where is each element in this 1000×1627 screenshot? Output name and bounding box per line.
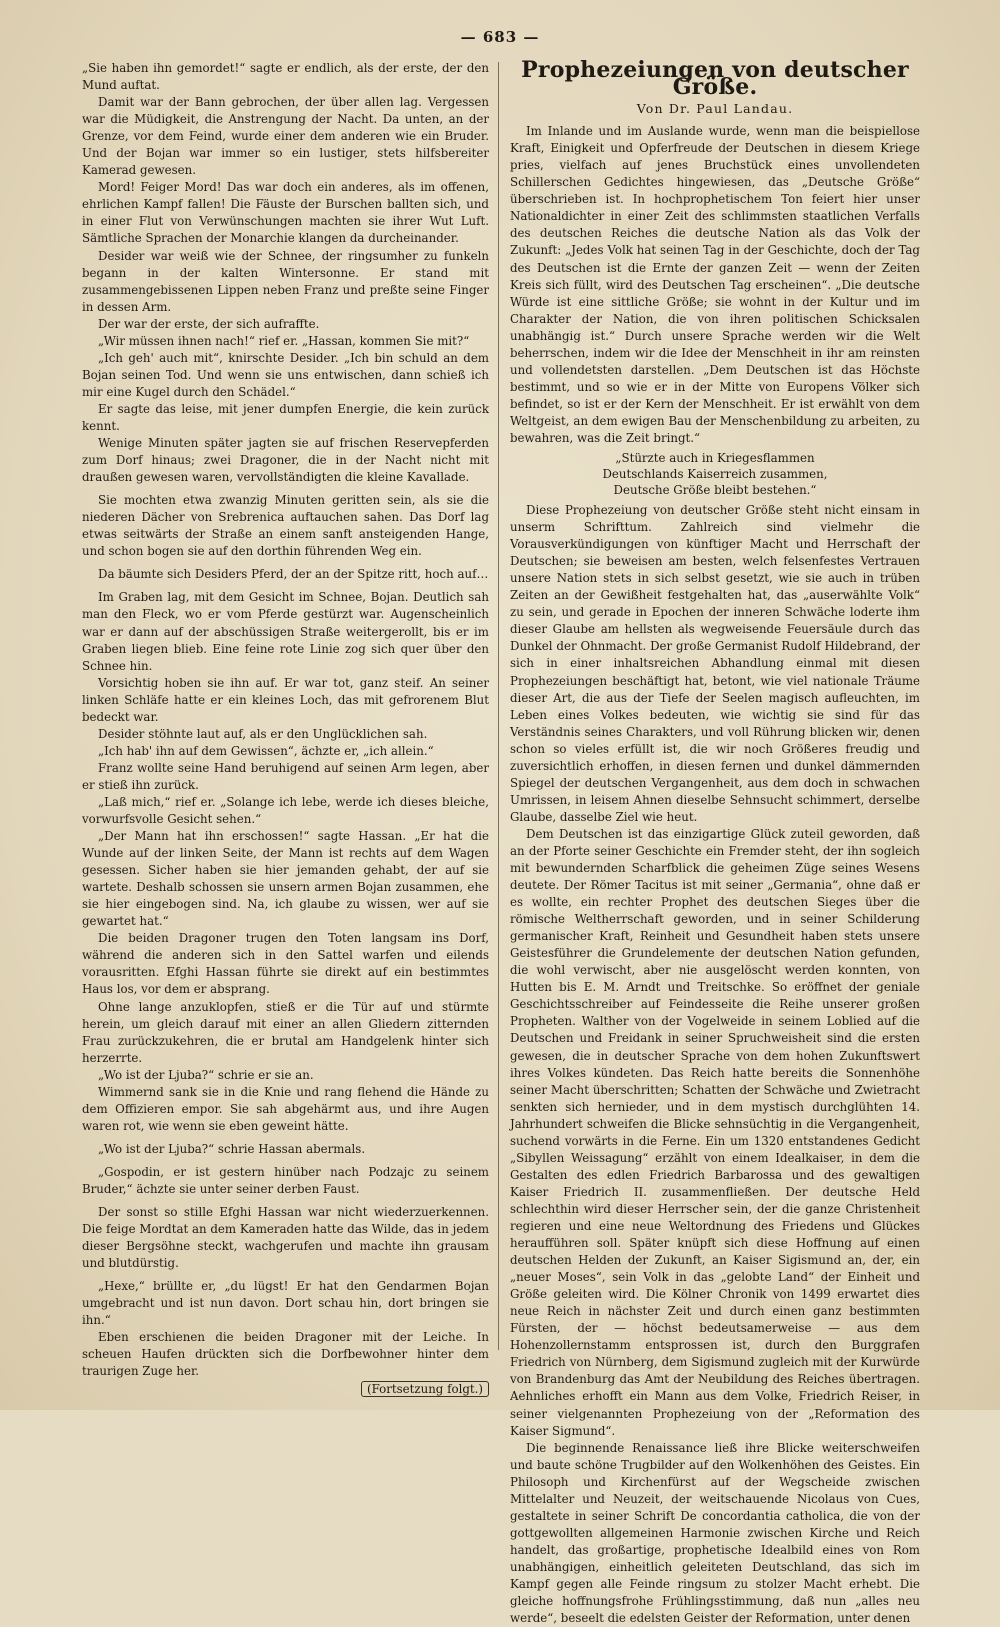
article-title: Prophezeiungen von deutscher Größe. [521,57,909,101]
article-paragraph: Die beginnende Renaissance ließ ihre Blicke weiterschweifen und baute schöne Trugbilder auf den Wolkenhöhen des Geistes. Ein Philosoph und Kirchenfürst auf der Wegscheide zwischen Mittelalter und Neuzeit, der weitschauende Nicolaus von Cues, gestaltete in seiner Schrift De concordantia catholica, die von der gottgewollten allgemeinen Harmonie zwischen Kirche und Reich handelt, das großartige, prophetische Idealbild eines von Rom unabhängigen, einheitlich geleiteten Deutschland, das sich im Kampf gegen alle Feinde ringsum zu stolzer Macht erhebt. Die gleiche hoffnungsfrohe Frühlingsstimmung, daß nun „alles neu werde“, beseelt die edelsten Geister der Reformation, unter denen [510,1440,920,1626]
story-paragraph: Der war der erste, der sich aufraffte. [98,316,320,331]
story-paragraph: Im Graben lag, mit dem Gesicht im Schnee, Bojan. Deutlich sah man den Fleck, wo er vom Pferde gestürzt war. Augenscheinlich war er dann auf der abschüssigen Straße weitergerollt, bis er im Graben liegen blieb. Eine feine rote Linie zog sich quer über den Schnee hin. [82,590,489,673]
column-divider [498,62,499,1350]
story-paragraph: Franz wollte seine Hand beruhigend auf seinen Arm legen, aber er stieß ihn zurück. [82,760,489,792]
story-paragraph: Sie mochten etwa zwanzig Minuten geritten sein, als sie die niederen Dächer von Srebrenica auftauchen sahen. Das Dorf lag etwas seitwärts der Straße an einem sanft ansteigenden Hange, und schon bogen sie auf den dorthin führenden Weg ein. [82,493,489,559]
page-number: — 683 — [460,28,540,46]
story-paragraph: Desider war weiß wie der Schnee, der ringsumher zu funkeln begann in der kalten Wintersonne. Er stand mit zusammengebissenen Lippen neben Franz und preßte seine Finger in dessen Arm. [82,248,489,314]
article-author: Von Dr. Paul Landau. [636,101,794,117]
story-paragraph: „Wo ist der Ljuba?“ schrie Hassan abermals. [98,1141,366,1156]
story-paragraph: Vorsichtig hoben sie ihn auf. Er war tot, ganz steif. An seiner linken Schläfe hatte er ein kleines Loch, das mit gefrorenem Blut bedeckt war. [82,675,489,724]
story-paragraph: Wimmernd sank sie in die Knie und rang flehend die Hände zu dem Offizieren empor. Sie sah abgehärmt aus, und ihre Augen waren rot, wie wenn sie eben geweint hätte. [82,1084,489,1133]
story-paragraph: „Ich hab' ihn auf dem Gewissen“, ächzte er, „ich allein.“ [98,743,434,758]
story-paragraph: Mord! Feiger Mord! Das war doch ein anderes, als im offenen, ehrlichen Kampf fallen! Die Fäuste der Burschen ballten sich, und in einer Flut von Verwünschungen machten sie ihrer Wut Luft. Sämtliche Sprachen der Monarchie klangen da durcheinander. [82,180,489,246]
verse-line: Deutschlands Kaiserreich zusammen, [602,467,828,482]
story-paragraph: „Wo ist der Ljuba?“ schrie er sie an. [98,1067,314,1082]
article-paragraph: Dem Deutschen ist das einzigartige Glück zuteil geworden, daß an der Pforte seiner Geschichte ein Fremder steht, der ihn sogleich mit bewundernden Scharfblick die geheimen Züge seines Wesens deutete. Der Römer Tacitus ist mit seiner „Germania“, ohne daß er es wollte, ein rechter Prophet des deutschen Sieges über die römische Weltherrschaft geworden, und in seiner Schilderung germanischer Kraft, Reinheit und Gesundheit haben stets unsere Geistesführer die Grundelemente der deutschen Nation gefunden, die wohl verwischt, aber nie ausgelöscht werden konnten, von Hutten bis E. M. Arndt und Treitschke. So eröffnet der geniale Geschichtsschreiber auf Feindesseite die Reihe unserer großen Propheten. Walther von der Vogelweide in seinem Loblied auf die Deutschen und Freidank in seiner Spruchweisheit sind die ersten gewesen, die in deutscher Sprache von dem hohen Zukunftswert ihres Volkes kündeten. Das Reich hatte bereits die Sonnenhöhe seiner Macht überschritten; Schatten der Schwäche und Zwietracht senkten sich hernieder, und in dem mystisch durchglühten 14. Jahrhundert schweifen die Blicke sehnsüchtig in die Vergangenheit, suchend vorwärts in die Ferne. Ein um 1320 entstandenes Gedicht „Sibyllen Weissagung“ erzählt von einem Idealkaiser, in dem die Gestalten des edlen Friedrich Barbarossa und des gewaltigen Kaiser Friedrich II. zusammenfließen. Der deutsche Held schlechthin wird dieser Herrscher sein, der die ganze Christenheit regieren und eine neue Weltordnung des Friedens und Glückes heraufführen soll. Später knüpft sich diese Hoffnung auf einen deutschen Helden der Zukunft, an Kaiser Sigismund an, der, ein „neuer Moses“, sein Volk in das „gelobte Land“ der Einheit und Größe geleiten wird. Die Kölner Chronik von 1499 erwartet dies neue Reich in nächster Zeit und durch einen ganz bestimmten Fürsten, der — höchst bedeutsamerweise — aus dem Hohenzollernstamm entsprossen ist, durch den Burggrafen Friedrich von Nürnberg, dem Sigismund zugleich mit der Kurwürde von Brandenburg das Amt der Neubildung des Reiches übertragen. Aehnliches erhofft ein Mann aus dem Volke, Friedrich Reiser, in seiner vielgenannten Prophezeiung von der „Reformation des Kaiser Sigmund“. [510,826,920,1438]
story-paragraph: Damit war der Bann gebrochen, der über allen lag. Vergessen war die Müdigkeit, die Anstrengung der Nacht. Da unten, an der Grenze, vor dem Feind, wurde einer dem anderen wie ein Bruder. Und der Bojan war immer so ein lustiger, stets hilfsbereiter Kamerad gewesen. [82,95,489,178]
story-paragraph: Da bäumte sich Desiders Pferd, der an der Spitze ritt, hoch auf… [98,567,489,582]
left-column-story [82,60,489,1398]
story-paragraph: Er sagte das leise, mit jener dumpfen Energie, die kein zurück kennt. [82,401,489,433]
story-paragraph: „Hexe,“ brüllte er, „du lügst! Er hat den Gendarmen Bojan umgebracht und ist nun davon. Dort schau hin, dort bringen sie ihn.“ [82,1279,489,1328]
verse-quote [510,450,920,498]
article-paragraph: Diese Prophezeiung von deutscher Größe steht nicht einsam in unserm Schrifttum. Zahlreich sind vielmehr die Vorausverkündigungen von künftiger Macht und Herrschaft der Deutschen; sie beweisen am besten, welch felsenfestes Vertrauen unsere Nation stets in sich selbst gesetzt, wie sie auch in trüben Zeiten an der Gewißheit festgehalten hat, das „auserwählte Volk“ zu sein, und gerade in Epochen der inneren Schwäche loderte ihm dieser Glaube am hellsten als wegweisende Feuersäule durch das Dunkel der Ohnmacht. Der große Germanist Rudolf Hildebrand, der sich in einer inhaltsreichen Abhandlung einmal mit diesen Prophezeiungen beschäftigt hat, betont, wie viel nationale Träume dieser Art, die aus der Tiefe der Seelen magisch aufleuchten, im Leben eines Volkes bedeuten, wie wichtig sie sind für das Verständnis seines Charakters, und voll Rührung blicken wir, denen schon so vieles erfüllt ist, die wir noch Größeres freudig und zuversichtlich erhoffen, in diesen fernen und dunkel dämmernden Spiegel der deutschen Vergangenheit, aus dem doch in schwachen Umrissen, in leisem Ahnen dieselbe Sehnsucht schimmert, derselbe Glaube, dasselbe Ziel wie heut. [510,503,920,824]
story-paragraph: Ohne lange anzuklopfen, stieß er die Tür auf und stürmte herein, um gleich darauf mit einer an allen Gliedern zitternden Frau zurückzukehren, die er brutal am Handgelenk hinter sich herzerrte. [82,999,489,1065]
story-paragraph: „Wir müssen ihnen nach!“ rief er. „Hassan, kommen Sie mit?“ [98,333,470,348]
story-paragraph: „Laß mich,“ rief er. „Solange ich lebe, werde ich dieses bleiche, vorwurfsvolle Gesicht sehen.“ [82,794,489,827]
story-paragraph: Die beiden Dragoner trugen den Toten langsam ins Dorf, während die anderen sich in den Sattel warfen und eilends vorausritten. Efghi Hassan führte sie direkt auf ein bestimmtes Haus los, vor dem er absprang. [82,931,489,997]
story-paragraph: „Der Mann hat ihn erschossen!“ sagte Hassan. „Er hat die Wunde auf der linken Seite, der Mann ist rechts auf dem Wagen gesessen. Sicher haben sie hier jemanden gehabt, der auf sie wartete. Deshalb schossen sie unsern armen Bojan zusammen, ehe sie hier eingebogen sind. Na, ich glaube zu wissen, wer auf sie gewartet hat.“ [82,829,489,929]
story-paragraph: „Ich geh' auch mit“, knirschte Desider. „Ich bin schuld an dem Bojan seinen Tod. Und wenn sie uns entwischen, dann schieß ich mir eine Kugel durch den Schädel.“ [82,350,489,399]
story-paragraph: Desider stöhnte laut auf, als er den Unglücklichen sah. [98,726,428,741]
right-column-article [510,57,920,1627]
story-paragraph: „Gospodin, er ist gestern hinüber nach Podzajc zu seinem Bruder,“ ächzte sie unter seiner derben Faust. [82,1164,489,1196]
continued-note [82,1381,489,1398]
continued-note-text: (Fortsetzung folgt.) [361,1381,489,1397]
article-paragraph: Im Inlande und im Auslande wurde, wenn man die beispiellose Kraft, Einigkeit und Opferfreude der Deutschen in diesem Kriege pries, vielfach auf jenes Bruchstück eines unvollendeten Schillerschen Gedichtes hingewiesen, das „Deutsche Größe“ überschrieben ist. In hochprophetischem Ton feiert hier unser Nationaldichter in einer Zeit des schlimmsten staatlichen Verfalls des deutschen Reiches die deutsche Nation als das Volk der Zukunft: „Jedes Volk hat seinen Tag in der Geschichte, doch der Tag des Deutschen ist die Ernte der ganzen Zeit — wenn der Zeiten Kreis sich füllt, wird des Deutschen Tag erscheinen“. „Die deutsche Würde ist eine sittliche Größe; sie wohnt in der Kultur und im Charakter der Nation, die von ihren politischen Schicksalen unabhängig ist.“ Durch unsere Sprache werden wir die Welt beherrschen, indem wir die Idee der Menschheit in ihr am reinsten und vollendetsten darstellen. „Dem Deutschen ist das Höchste bestimmt, und so wie er in der Mitte von Europens Völker sich befindet, so ist er der Kern der Menschheit. Er ist erwählt von dem Weltgeist, an dem ewigen Bau der Menschenbildung zu arbeiten, zu bewahren, was die Zeit bringt.“ [510,124,920,445]
story-paragraph: Eben erschienen die beiden Dragoner mit der Leiche. In scheuen Haufen drückten sich die Dorfbewohner hinter dem traurigen Zuge her. [82,1330,489,1379]
story-paragraph: „Sie haben ihn gemordet!“ sagte er endlich, als der erste, der den Mund auftat. [82,61,489,93]
verse-line: Deutsche Größe bleibt bestehen.“ [613,483,817,498]
story-paragraph: Wenige Minuten später jagten sie auf frischen Reservepferden zum Dorf hinaus; zwei Dragoner, die in der Nacht nicht mit draußen gewesen waren, vervollständigten die kleine Kavallade. [82,436,489,485]
verse-line: „Stürzte auch in Kriegesflammen [615,451,815,466]
story-paragraph: Der sonst so stille Efghi Hassan war nicht wiederzuerkennen. Die feige Mordtat an dem Kameraden hatte das Wilde, das in jedem dieser Bergsöhne steckt, wachgerufen und machte ihn grausam und blutdürstig. [82,1205,490,1271]
